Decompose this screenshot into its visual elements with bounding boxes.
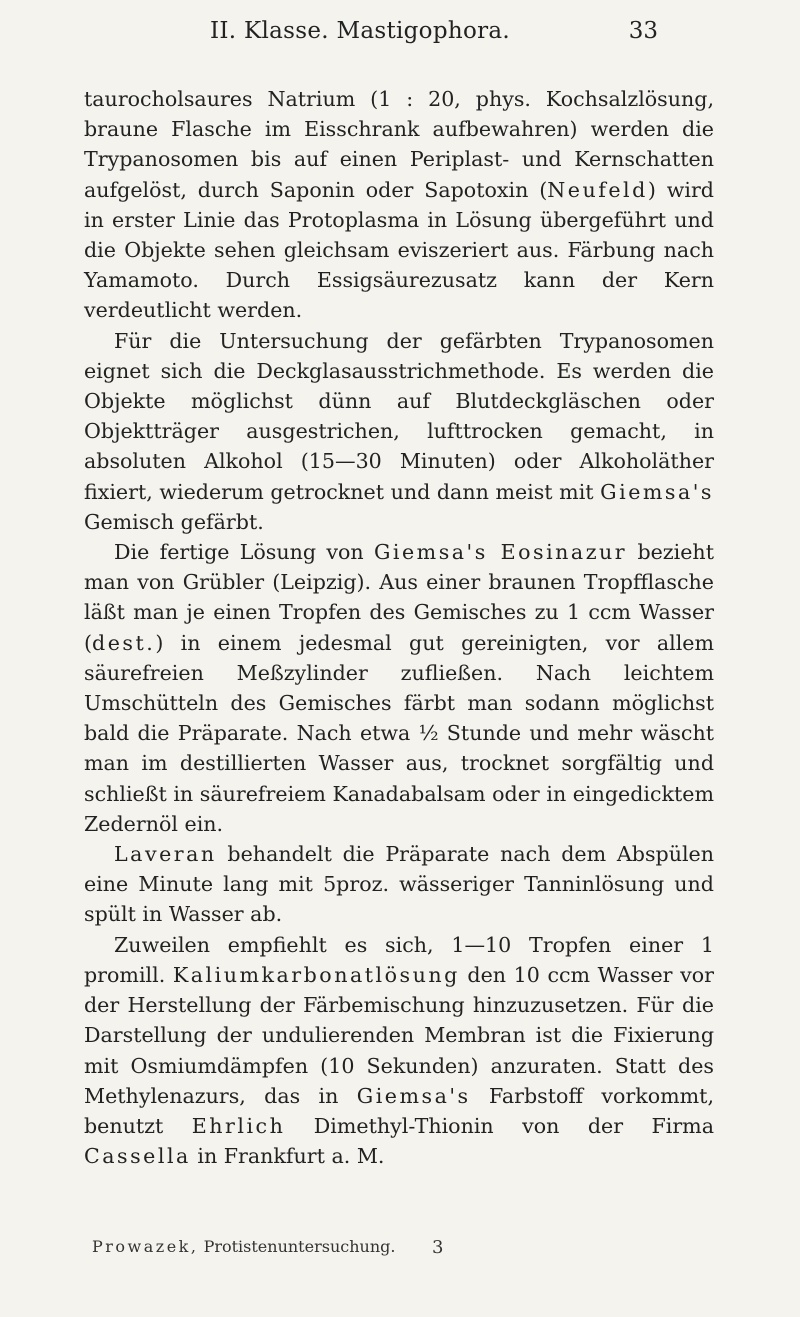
text-run: bezieht man von Grübler (Leipzig). Aus einer braunen Tropfflasche läßt man je einen Tropfen des Gemisches zu 1 ccm Wasser ( — [84, 540, 714, 655]
text-run: ) in einem jedesmal gut gereinigten, vor allem säurefreien Meßzylinder zufließen. Nach leichtem Umschütteln des Gemisches färbt man sodann möglichst bald die Präparate. Nach etwa ½ Stunde und mehr wäscht man im destillierten Wasser aus, trocknet sorgfältig und schließt in säurefreiem Kanadabalsam oder in eingedicktem Zedernöl ein. — [84, 630, 714, 836]
running-header — [0, 18, 800, 58]
paragraph — [84, 930, 714, 1172]
text-run: Für die Untersuchung der gefärbten Trypanosomen eignet sich die Deckglasausstrichmethode. Es werden die Objekte möglichst dünn auf Blutdeckgläschen oder Objektträger ausgestrichen, lufttrocken gemacht, in absoluten Alkohol (15—30 Minuten) oder Alkoholäther fixiert, wiederum getrocknet und dann meist mit — [84, 328, 714, 504]
paragraph — [84, 839, 714, 930]
spaced-name: Ehrlich — [191, 1113, 286, 1138]
spaced-name: Giemsa's Eosinazur — [373, 540, 628, 565]
spaced-name: Giemsa's — [600, 479, 714, 504]
paragraph — [84, 84, 714, 326]
text-run: Farbstoff vorkommt, benutzt — [84, 1083, 715, 1138]
paragraph — [84, 326, 714, 537]
spaced-name: Laveran — [114, 842, 217, 867]
running-title: II. Klasse. Mastigophora. — [210, 18, 511, 44]
text-run: Gemisch gefärbt. — [84, 509, 264, 534]
text-run: ) wird in erster Linie das Protoplasma in Lösung übergeführt und die Objekte sehen gleichsam eviszeriert aus. Färbung nach Yamamoto. Durch Essigsäurezusatz kann der Kern verdeutlicht werden. — [84, 177, 714, 323]
spaced-name: Giemsa's — [356, 1083, 471, 1108]
spaced-name: Neufeld — [547, 177, 648, 202]
spaced-name: Kaliumkarbonatlösung — [172, 962, 460, 987]
paragraph — [84, 537, 714, 839]
page-number: 33 — [628, 18, 658, 44]
footer-work: Protistenuntersuchung. — [203, 1237, 396, 1256]
main-text — [84, 84, 714, 1171]
text-run: in Frankfurt a. M. — [190, 1144, 385, 1169]
footer-author: Prowazek, — [92, 1237, 199, 1256]
text-run: Dimethyl-Thionin von der Firma — [285, 1113, 714, 1138]
spaced-name: dest. — [92, 630, 156, 655]
text-run: Zuweilen empfiehlt es sich, 1—10 Tropfen einer 1 promill. — [84, 932, 714, 987]
text-run: Die fertige Lösung von — [114, 540, 374, 565]
spaced-name: Cassella — [84, 1144, 191, 1169]
text-run: den 10 ccm Wasser vor der Herstellung der Färbemischung hinzuzusetzen. Für die Darstellung der undulierenden Membran ist die Fixierung mit Osmiumdämpfen (10 Sekunden) anzuraten. Statt des Methylenazurs, das in — [84, 962, 714, 1108]
signature-mark: 3 — [432, 1237, 444, 1258]
text-run: taurocholsaures Natrium (1 : 20, phys. Kochsalzlösung, braune Flasche im Eisschrank aufbewahren) werden die Trypanosomen bis auf einen Periplast- und Kernschatten aufgelöst, durch Saponin oder Sapotoxin ( — [84, 87, 714, 202]
page-footer — [92, 1237, 692, 1256]
text-run: behandelt die Präparate nach dem Abspülen eine Minute lang mit 5proz. wässeriger Tanninlösung und spült in Wasser ab. — [84, 842, 714, 927]
